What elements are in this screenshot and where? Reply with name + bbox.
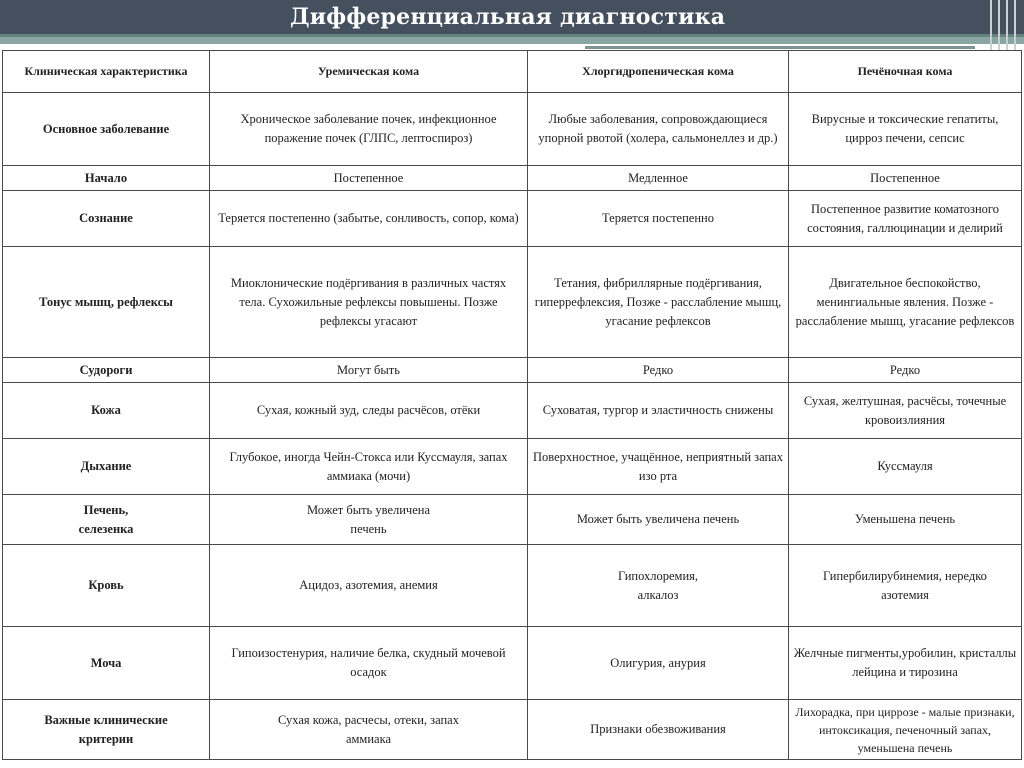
cell-chlorohydropenic: Редко bbox=[528, 358, 789, 383]
cell-chlorohydropenic: Теряется постепенно bbox=[528, 191, 789, 247]
diagnosis-table bbox=[2, 50, 1022, 760]
cell-chlorohydropenic: Медленное bbox=[528, 166, 789, 191]
cell-hepatic: Лихорадка, при циррозе - малые признаки, интоксикация, печеночный запах, уменьшена печень bbox=[789, 700, 1022, 760]
row-label: Начало bbox=[3, 166, 210, 191]
table-row bbox=[3, 166, 1022, 191]
cell-uremic: Ацидоз, азотемия, анемия bbox=[210, 545, 528, 627]
cell-hepatic: Постепенное развитие коматозного состояния, галлюцинации и делирий bbox=[789, 191, 1022, 247]
slide-title: Дифференциальная диагностика bbox=[290, 4, 726, 30]
cell-hepatic: Двигательное беспокойство, менингиальные явления. Позже - расслабление мышц, угасание рефлексов bbox=[789, 247, 1022, 358]
cell-uremic: Гипоизостенурия, наличие белка, скудный мочевой осадок bbox=[210, 627, 528, 700]
cell-hepatic: Желчные пигменты,уробилин, кристаллы лейцина и тирозина bbox=[789, 627, 1022, 700]
cell-hepatic: Гипербилирубинемия, нередко азотемия bbox=[789, 545, 1022, 627]
cell-uremic: Миоклонические подёргивания в различных частях тела. Сухожильные рефлексы повышены. Позже рефлексы угасают bbox=[210, 247, 528, 358]
table-row bbox=[3, 247, 1022, 358]
table-row bbox=[3, 383, 1022, 439]
cell-uremic: Хроническое заболевание почек, инфекционное поражение почек (ГЛПС, лептоспироз) bbox=[210, 93, 528, 166]
table-row bbox=[3, 700, 1022, 760]
cell-uremic: Постепенное bbox=[210, 166, 528, 191]
cell-chlorohydropenic: Признаки обезвоживания bbox=[528, 700, 789, 760]
table-row bbox=[3, 191, 1022, 247]
cell-chlorohydropenic: Олигурия, анурия bbox=[528, 627, 789, 700]
cell-chlorohydropenic: Любые заболевания, сопровождающиеся упорной рвотой (холера, сальмонеллез и др.) bbox=[528, 93, 789, 166]
row-label: Кровь bbox=[3, 545, 210, 627]
cell-uremic: Глубокое, иногда Чейн-Стокса или Куссмауля, запах аммиака (мочи) bbox=[210, 439, 528, 495]
row-label: Важные клинические критерии bbox=[3, 700, 210, 760]
table-row bbox=[3, 627, 1022, 700]
cell-uremic: Сухая, кожный зуд, следы расчёсов, отёки bbox=[210, 383, 528, 439]
cell-uremic: Теряется постепенно (забытье, сонливость, сопор, кома) bbox=[210, 191, 528, 247]
table-row bbox=[3, 358, 1022, 383]
cell-uremic: Может быть увеличена печень bbox=[210, 495, 528, 545]
cell-chlorohydropenic: Поверхностное, учащённое, неприятный запах изо рта bbox=[528, 439, 789, 495]
header-uremic: Уремическая кома bbox=[210, 51, 528, 93]
table-row bbox=[3, 439, 1022, 495]
row-label: Кожа bbox=[3, 383, 210, 439]
header-chlorohydropenic: Хлоргидропеническая кома bbox=[528, 51, 789, 93]
cell-hepatic: Постепенное bbox=[789, 166, 1022, 191]
cell-hepatic: Уменьшена печень bbox=[789, 495, 1022, 545]
cell-hepatic: Сухая, желтушная, расчёсы, точечные кровоизлияния bbox=[789, 383, 1022, 439]
cell-uremic: Могут быть bbox=[210, 358, 528, 383]
cell-hepatic: Куссмауля bbox=[789, 439, 1022, 495]
cell-chlorohydropenic: Суховатая, тургор и эластичность снижены bbox=[528, 383, 789, 439]
table-row bbox=[3, 495, 1022, 545]
table-header-row bbox=[3, 51, 1022, 93]
row-label: Дыхание bbox=[3, 439, 210, 495]
header-hepatic: Печёночная кома bbox=[789, 51, 1022, 93]
table-row bbox=[3, 93, 1022, 166]
row-label: Основное заболевание bbox=[3, 93, 210, 166]
table-row bbox=[3, 545, 1022, 627]
cell-chlorohydropenic: Гипохлоремия, алкалоз bbox=[528, 545, 789, 627]
cell-uremic: Сухая кожа, расчесы, отеки, запах аммиака bbox=[210, 700, 528, 760]
row-label: Тонус мышц, рефлексы bbox=[3, 247, 210, 358]
cell-hepatic: Вирусные и токсические гепатиты, цирроз печени, сепсис bbox=[789, 93, 1022, 166]
header-characteristic: Клиническая характеристика bbox=[3, 51, 210, 93]
row-label: Сознание bbox=[3, 191, 210, 247]
cell-chlorohydropenic: Может быть увеличена печень bbox=[528, 495, 789, 545]
title-underline-dark bbox=[0, 34, 1024, 37]
cell-chlorohydropenic: Тетания, фибриллярные подёргивания, гиперрефлексия, Позже - расслабление мышц, угасание рефлексов bbox=[528, 247, 789, 358]
row-label: Моча bbox=[3, 627, 210, 700]
row-label: Судороги bbox=[3, 358, 210, 383]
cell-hepatic: Редко bbox=[789, 358, 1022, 383]
accent-line bbox=[585, 46, 975, 49]
row-label: Печень, селезенка bbox=[3, 495, 210, 545]
